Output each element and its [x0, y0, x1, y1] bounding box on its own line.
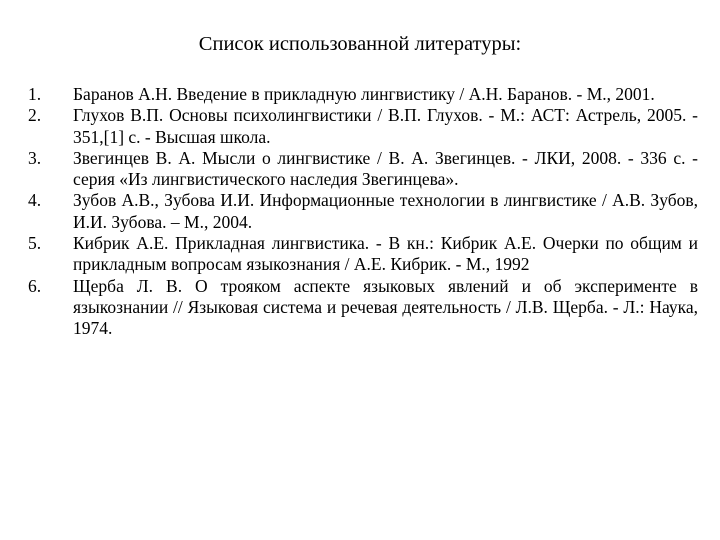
reference-item: [28, 276, 698, 340]
page-title: Список использованной литературы:: [198, 33, 522, 55]
reference-list: [28, 84, 698, 340]
reference-number: 4.: [28, 190, 42, 211]
reference-item: [28, 190, 698, 233]
reference-text: Щерба Л. В. О трояком аспекте языковых явлений и об эксперименте в языкознании // Языковая система и речевая деятельность / Л.В. Щерба. - Л.: Наука, 1974.: [73, 275, 698, 339]
reference-item: [28, 233, 698, 276]
reference-item: [28, 105, 698, 148]
reference-text: Баранов А.Н. Введение в прикладную лингвистику / А.Н. Баранов. - М., 2001.: [73, 84, 655, 104]
reference-number: 5.: [28, 233, 42, 254]
reference-text: Звегинцев В. А. Мысли о лингвистике / В. А. Звегинцев. - ЛКИ, 2008. - 336 с. - серия «Из лингвистического наследия Звегинцева».: [73, 147, 698, 190]
reference-text: Глухов В.П. Основы психолингвистики / В.П. Глухов. - М.: АСТ: Астрель, 2005. - 351,[1] с. - Высшая школа.: [73, 105, 698, 147]
reference-number: 2.: [28, 105, 42, 126]
reference-item: [28, 148, 698, 191]
reference-text: Зубов А.В., Зубова И.И. Информационные технологии в лингвистике / А.В. Зубов, И.И. Зубова. – М., 2004.: [73, 190, 698, 232]
reference-number: 3.: [28, 147, 42, 168]
reference-number: 1.: [28, 84, 42, 104]
reference-item: [28, 84, 698, 105]
reference-text: Кибрик А.Е. Прикладная лингвистика. - В кн.: Кибрик А.Е. Очерки по общим и прикладным вопросам языкознания / А.Е. Кибрик. - М., 1992: [73, 233, 698, 275]
reference-number: 6.: [28, 275, 42, 296]
